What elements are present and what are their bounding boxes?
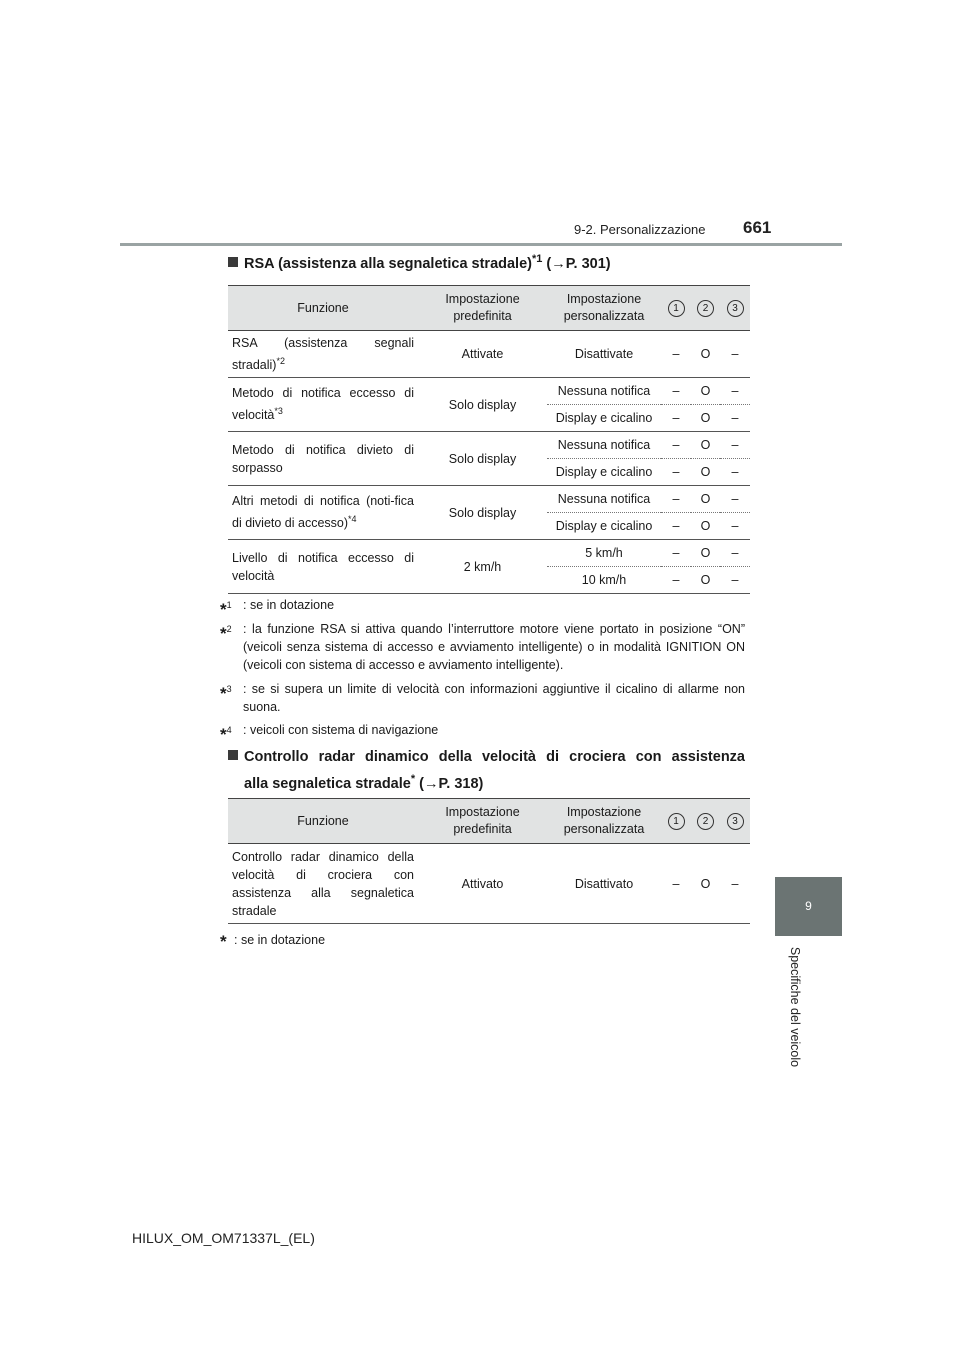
col2-cell: O [691, 432, 720, 459]
table-header-row [228, 799, 750, 844]
custom-cell: Disattivato [547, 844, 661, 924]
col2-cell: O [691, 331, 720, 378]
col3-cell: – [720, 540, 750, 567]
custom-cell: Display e cicalino [547, 459, 661, 486]
footnote-mark: *$^1$ [220, 600, 232, 620]
footnote-mark: *$^3$ [220, 684, 232, 704]
col1-cell: – [661, 486, 691, 513]
custom-cell: 10 km/h [547, 567, 661, 594]
col3-cell: – [720, 486, 750, 513]
col2-cell: O [691, 567, 720, 594]
section-title-rsa [228, 253, 611, 272]
col2-cell: O [691, 513, 720, 540]
custom-cell: Disattivate [547, 331, 661, 378]
col1-cell: – [661, 513, 691, 540]
header-custom: Impostazione personalizzata [547, 286, 661, 331]
header-c2 [691, 286, 720, 331]
section-title-line2: alla segnaletica stradale [244, 775, 411, 792]
header-c2 [691, 799, 720, 844]
table-row [228, 432, 750, 459]
footnote-mark: *$^2$ [220, 624, 232, 644]
table-header-row [228, 286, 750, 331]
col2-cell: O [691, 540, 720, 567]
section-title-line1: Controllo radar dinamico della velocità di crociera con assistenza [244, 749, 745, 765]
circled-1-icon: 1 [668, 813, 685, 830]
col3-cell: – [720, 513, 750, 540]
col3-cell: – [720, 378, 750, 405]
footnote-3 [220, 680, 745, 716]
col1-cell: – [661, 405, 691, 432]
table-row [228, 540, 750, 567]
header-default: Impostazione predefinita [418, 286, 547, 331]
col2-cell: O [691, 459, 720, 486]
default-cell: Solo display [418, 486, 547, 540]
circled-1-icon: 1 [668, 300, 685, 317]
title-footnote-mark: * [410, 773, 416, 785]
custom-cell: Nessuna notifica [547, 486, 661, 513]
chapter-label-text: Specifiche del veicolo [788, 946, 802, 1067]
header-divider [120, 243, 842, 246]
table-row [228, 844, 750, 924]
footnote-mark: * [220, 932, 227, 951]
default-cell: Solo display [418, 432, 547, 486]
function-cell: Livello di notifica eccesso di velocità [228, 540, 418, 594]
rsa-settings-table [228, 285, 750, 594]
col3-cell: – [720, 844, 750, 924]
header-custom: Impostazione personalizzata [547, 799, 661, 844]
function-cell: Metodo di notifica divieto di sorpasso [228, 432, 418, 486]
col2-cell: O [691, 378, 720, 405]
function-cell: RSA (assistenza segnali stradali)$^{*2}$ [228, 331, 418, 378]
section-title-text: RSA (assistenza alla segnaletica stradale) [244, 255, 532, 272]
col3-cell: – [720, 405, 750, 432]
function-cell: Altri metodi di notifica (noti-fica di divieto di accesso)$^{*4}$ [228, 486, 418, 540]
col2-cell: O [691, 486, 720, 513]
col1-cell: – [661, 540, 691, 567]
col3-cell: – [720, 459, 750, 486]
footnote-text: : se si supera un limite di velocità con informazioni aggiuntive il cicalino di allarme non suona. [243, 682, 745, 714]
header-default: Impostazione predefinita [418, 799, 547, 844]
header-c1 [661, 799, 691, 844]
default-cell: Solo display [418, 378, 547, 432]
circled-3-icon: 3 [727, 813, 744, 830]
square-bullet-icon [228, 750, 238, 760]
header-function: Funzione [228, 286, 418, 331]
custom-cell: Display e cicalino [547, 513, 661, 540]
page-number: 661 [743, 218, 772, 237]
circled-2-icon: 2 [697, 300, 714, 317]
default-cell: Attivate [418, 331, 547, 378]
header-c3 [720, 286, 750, 331]
header-function: Funzione [228, 799, 418, 844]
col2-cell: O [691, 405, 720, 432]
footnote-text: : se in dotazione [243, 598, 335, 612]
custom-cell: Display e cicalino [547, 405, 661, 432]
col3-cell: – [720, 432, 750, 459]
default-cell: 2 km/h [418, 540, 547, 594]
footnote-text: : veicoli con sistema di navigazione [243, 723, 439, 737]
circled-3-icon: 3 [727, 300, 744, 317]
page-reference: (→P. 318) [419, 775, 484, 792]
circled-2-icon: 2 [697, 813, 714, 830]
footnote-2 [220, 620, 745, 674]
footnote-acc [220, 931, 745, 949]
function-cell: Metodo di notifica eccesso di velocità$^{*3}$ [228, 378, 418, 432]
acc-settings-table [228, 798, 750, 924]
chapter-label [775, 944, 815, 1069]
col1-cell: – [661, 844, 691, 924]
chapter-tab: 9 [775, 877, 842, 936]
col1-cell: – [661, 567, 691, 594]
footnote-4 [220, 721, 745, 745]
col1-cell: – [661, 331, 691, 378]
footnote-text: : la funzione RSA si attiva quando l’interruttore motore viene portato in posizione “ON” (veicoli senza sistema di accesso e avviamento intelligente) o in modalità IGNITION ON (veicoli con sistema di accesso e avviamento intelligente). [243, 622, 745, 672]
footnote-text: : se in dotazione [234, 933, 326, 947]
table-row [228, 331, 750, 378]
col1-cell: – [661, 432, 691, 459]
footnote-mark: *$^4$ [220, 725, 232, 745]
title-footnote-mark: *1 [531, 253, 543, 265]
default-cell: Attivato [418, 844, 547, 924]
col3-cell: – [720, 567, 750, 594]
square-bullet-icon [228, 257, 238, 267]
col3-cell: – [720, 331, 750, 378]
table-row [228, 486, 750, 513]
table-row [228, 378, 750, 405]
document-id: HILUX_OM_OM71337L_(EL) [132, 1230, 315, 1246]
section-title-acc [228, 746, 745, 795]
footnote-1 [220, 596, 745, 620]
header-c1 [661, 286, 691, 331]
custom-cell: Nessuna notifica [547, 432, 661, 459]
header-c3 [720, 799, 750, 844]
col2-cell: O [691, 844, 720, 924]
custom-cell: Nessuna notifica [547, 378, 661, 405]
custom-cell: 5 km/h [547, 540, 661, 567]
function-cell: Controllo radar dinamico della velocità di crociera con assistenza alla segnaletica stradale [228, 844, 418, 924]
section-header: 9-2. Personalizzazione [574, 222, 706, 237]
page-reference: (→P. 301) [546, 255, 611, 272]
col1-cell: – [661, 378, 691, 405]
col1-cell: – [661, 459, 691, 486]
